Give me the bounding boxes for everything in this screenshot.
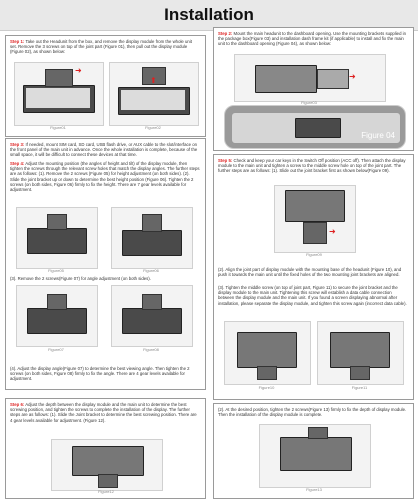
figure08-image (111, 285, 193, 347)
joint-bracket (308, 427, 328, 439)
step4-panel (5, 138, 206, 390)
display-screen (26, 88, 90, 108)
figure08-caption: Figure08 (143, 347, 159, 352)
figure02-image (109, 62, 199, 126)
display-module (295, 118, 341, 138)
arrow-icon: ⬆ (150, 76, 157, 85)
figure01-image (14, 62, 104, 126)
joint-bracket (257, 366, 277, 380)
step6-panel (5, 398, 206, 499)
step6b-text: (2). At the desired position, tighten the 2 screws(Figure 13) firmly to fix the depth of display module. Then the installation of the display module is complete. (218, 407, 407, 418)
figure07-caption: Figure07 (48, 347, 64, 352)
main-unit (255, 65, 317, 93)
figure01-caption: Figure01 (50, 125, 66, 130)
joint-bracket (98, 474, 118, 488)
figure12-image (51, 439, 163, 491)
step4-text3: (4). Adjust the display angle(Figure 07) to determine the best viewing angle. Then tighten the 2 screws (on both sides, Figure 08) firmly to fix the angle. There are 4 gear levels available for adjustment. (10, 366, 190, 382)
figure11-caption: Figure11 (351, 385, 368, 390)
step3-text: Step 3: If needed, mount SIM card, SD card, USB flash drive, or AUX cable to the slot/interface on the front panel of the main unit in advance. Once the whole installation is complete, because of the small space, it will be difficult to connect these devices at that time. (10, 142, 198, 158)
main-unit (280, 437, 352, 471)
figure12-caption: Figure12 (98, 489, 114, 494)
arrow-icon: ➜ (75, 66, 82, 75)
figure05-image (16, 207, 98, 269)
figure04-image (224, 105, 406, 149)
figure10-caption: Figure10 (258, 385, 275, 390)
display-module (122, 308, 182, 334)
display-module (27, 228, 87, 254)
figure11-image (317, 321, 404, 385)
step5-text: Step 5: Check and keep your car keys in the Switch Off position (ACC off). Then attach the display module to the main unit and tighten a screw to the middle screw hole on top of the joint part. The further steps are as follows: (1). Slide out the joint bracket first as shown below(Figure 09). (218, 158, 406, 174)
display-screen (121, 90, 185, 110)
step4-text: Step 4: Adjust the mounting position (the angles of height and tilt) of the display module, then tighten the screws through the relevant screw holes that match the display angles. The further steps are as follows: (1). Remove the 2 screws (Figure 05) for height adjustment (on both sides). (2). Slide the joint bracket up or down to determine the best height position (Figure 06). Tighten the 2 screws (on both sides, Figure 06) firmly to fix the height. There are 7 gear levels available for adjustment. (10, 161, 200, 193)
page-title: Installation (164, 5, 254, 24)
figure06-caption: Figure06 (143, 268, 159, 273)
figure13-caption: Figure13 (306, 487, 322, 492)
arrow-icon: ➜ (349, 72, 356, 81)
joint-bracket (45, 69, 73, 87)
figure05-caption: Figure05 (48, 268, 64, 273)
step6-text: Step 6: Adjust the depth between the display module and the main unit to determine the best screwing position, and tighten the screws to complete the installation of the display. The further steps are as follows: (1). Slide the Joint bracket to determine the best screwing position. There are 4 gear levels available for adjustment. (Figure 12). (10, 402, 197, 423)
figure13-image (259, 424, 371, 488)
display-module (122, 230, 182, 256)
step1-panel (5, 35, 206, 137)
joint-bracket (47, 294, 67, 310)
joint-bracket (350, 366, 370, 380)
step5-text2: (2). Align the joint part of display module with the mounting base of the headunit (Figure 10), and push it towards the main unit until the fixed holes of the two mounting joint brackets are aligned. (218, 267, 402, 278)
figure02-caption: Figure02 (145, 125, 161, 130)
step6b-panel (213, 403, 414, 499)
figure06-image (111, 207, 193, 269)
joint-bracket (303, 222, 327, 244)
mounting-bracket (317, 69, 349, 89)
main-unit (237, 332, 297, 368)
step1-text: Step 1: Take out the Headunit from the box, and remove the display module from the whole unit set. Remove the 3 screws on top of the joint part (Figure 01), then pull out the display module (Figure 02), as shown below: (10, 39, 192, 55)
step2-panel (213, 27, 414, 151)
main-unit (330, 332, 390, 368)
figure10-image (224, 321, 311, 385)
arrow-icon: ➜ (329, 227, 336, 236)
joint-bracket (142, 214, 162, 232)
figure04-caption: Figure 04 (361, 131, 395, 140)
step4-text2: (3). Remove the 2 screws(Figure 07) for angle adjustment (on both sides). (10, 276, 151, 281)
joint-bracket (47, 214, 67, 230)
main-unit (285, 190, 345, 222)
joint-bracket (142, 294, 162, 310)
step2-text: Step 2: Mount the main headunit to the dashboard opening. Use the mounting brackets supplied in the package box(Figure 03) and installation dash frame kit (if applicable) to install and fix the main unit to the dashboard opening (Figure 04), as shown below: (218, 31, 406, 47)
figure03-image (234, 54, 386, 102)
figure03-caption: Figure03 (301, 100, 317, 105)
figure09-caption: Figure09 (306, 252, 322, 257)
figure09-image (274, 185, 356, 253)
step5-text3: (3). Tighten the middle screw (on top of joint part, Figure 11) to secure the joint bracket and the display module to the main unit. Tightening this screw will establish a data cable connection between the display module and the main unit. If you found a screen displaying abnormal after installation, please separate the display module, and tighten this screw again (incorrect data cable). (218, 285, 407, 306)
step5-panel (213, 154, 414, 400)
main-unit (72, 446, 144, 476)
display-module (27, 308, 87, 334)
figure07-image (16, 285, 98, 347)
